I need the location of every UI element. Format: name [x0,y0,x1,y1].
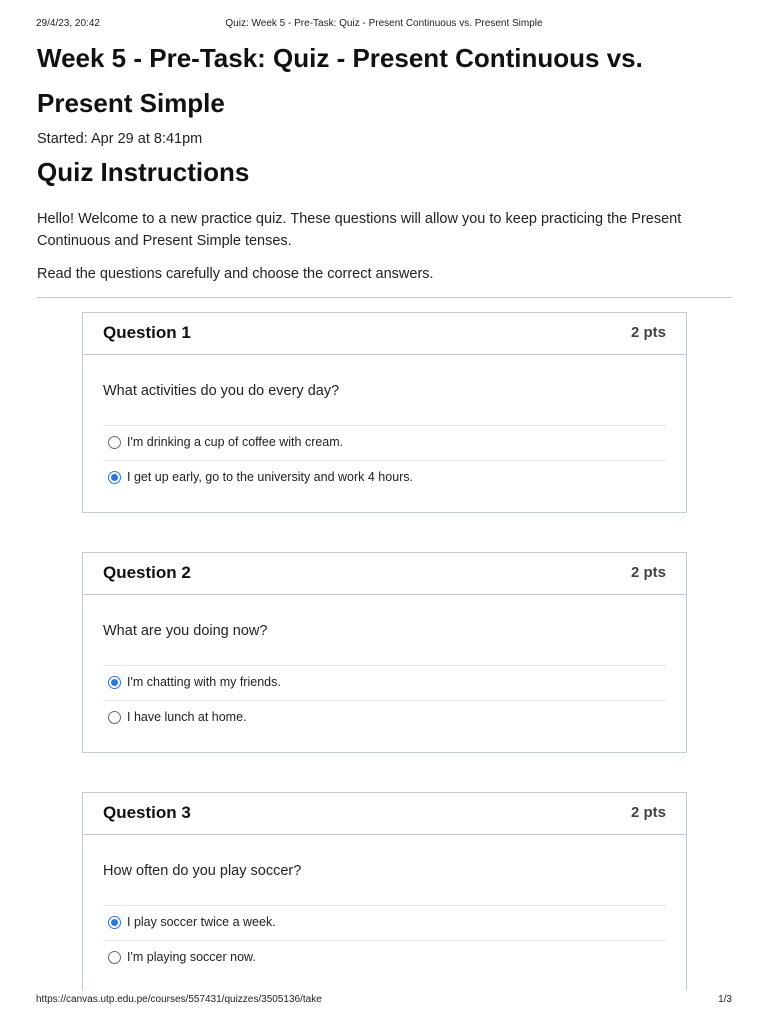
answer-label[interactable]: I'm playing soccer now. [127,950,256,964]
answer-option[interactable] [103,461,666,495]
question-card-1 [82,312,687,513]
answer-list [103,905,666,975]
answer-option[interactable] [103,941,666,975]
answer-label[interactable]: I have lunch at home. [127,710,247,724]
print-url: https://canvas.utp.edu.pe/courses/557431/quizzes/3505136/take [36,994,322,1005]
instructions-heading: Quiz Instructions [37,157,250,187]
radio-button[interactable] [108,951,121,964]
answer-label[interactable]: I'm drinking a cup of coffee with cream. [127,435,344,449]
started-time: Started: Apr 29 at 8:41pm [37,131,203,147]
answer-list [103,665,666,735]
instructions-paragraph: Read the questions carefully and choose the correct answers. [37,266,434,282]
page-number: 1/3 [718,994,732,1005]
quiz-content [37,36,732,298]
question-text: What activities do you do every day? [103,383,340,399]
question-name: Question 3 [103,803,191,822]
radio-button[interactable] [108,711,121,724]
radio-button-selected[interactable] [108,471,121,484]
question-name: Question 2 [103,563,191,582]
divider [37,297,732,298]
question-text: How often do you play soccer? [103,863,302,879]
question-header [83,793,686,835]
answer-option[interactable] [103,701,666,735]
question-header [83,553,686,595]
answer-option[interactable] [103,426,666,461]
answer-option[interactable] [103,666,666,701]
question-name: Question 1 [103,323,191,342]
question-points: 2 pts [630,804,666,821]
answer-label[interactable]: I'm chatting with my friends. [127,675,281,689]
answer-list [103,425,666,495]
print-header [36,17,732,31]
print-footer [36,993,732,1007]
instructions-paragraph: Hello! Welcome to a new practice quiz. These questions will allow you to keep practicing the Present Continuous and Present Simple tenses. [37,211,682,249]
print-date: 29/4/23, 20:42 [36,18,100,29]
answer-label[interactable]: I play soccer twice a week. [127,915,276,929]
question-points: 2 pts [630,324,666,341]
page-title: Week 5 - Pre-Task: Quiz - Present Continuous vs. Present Simple [37,43,643,118]
question-text: What are you doing now? [103,623,268,639]
answer-label[interactable]: I get up early, go to the university and work 4 hours. [127,470,414,484]
question-header [83,313,686,355]
radio-button-selected[interactable] [108,676,121,689]
answer-option[interactable] [103,906,666,941]
radio-button-selected[interactable] [108,916,121,929]
print-title: Quiz: Week 5 - Pre-Task: Quiz - Present Continuous vs. Present Simple [225,18,543,29]
question-card-2 [82,552,687,753]
radio-button[interactable] [108,436,121,449]
question-card-3 [82,792,687,991]
question-points: 2 pts [630,564,666,581]
